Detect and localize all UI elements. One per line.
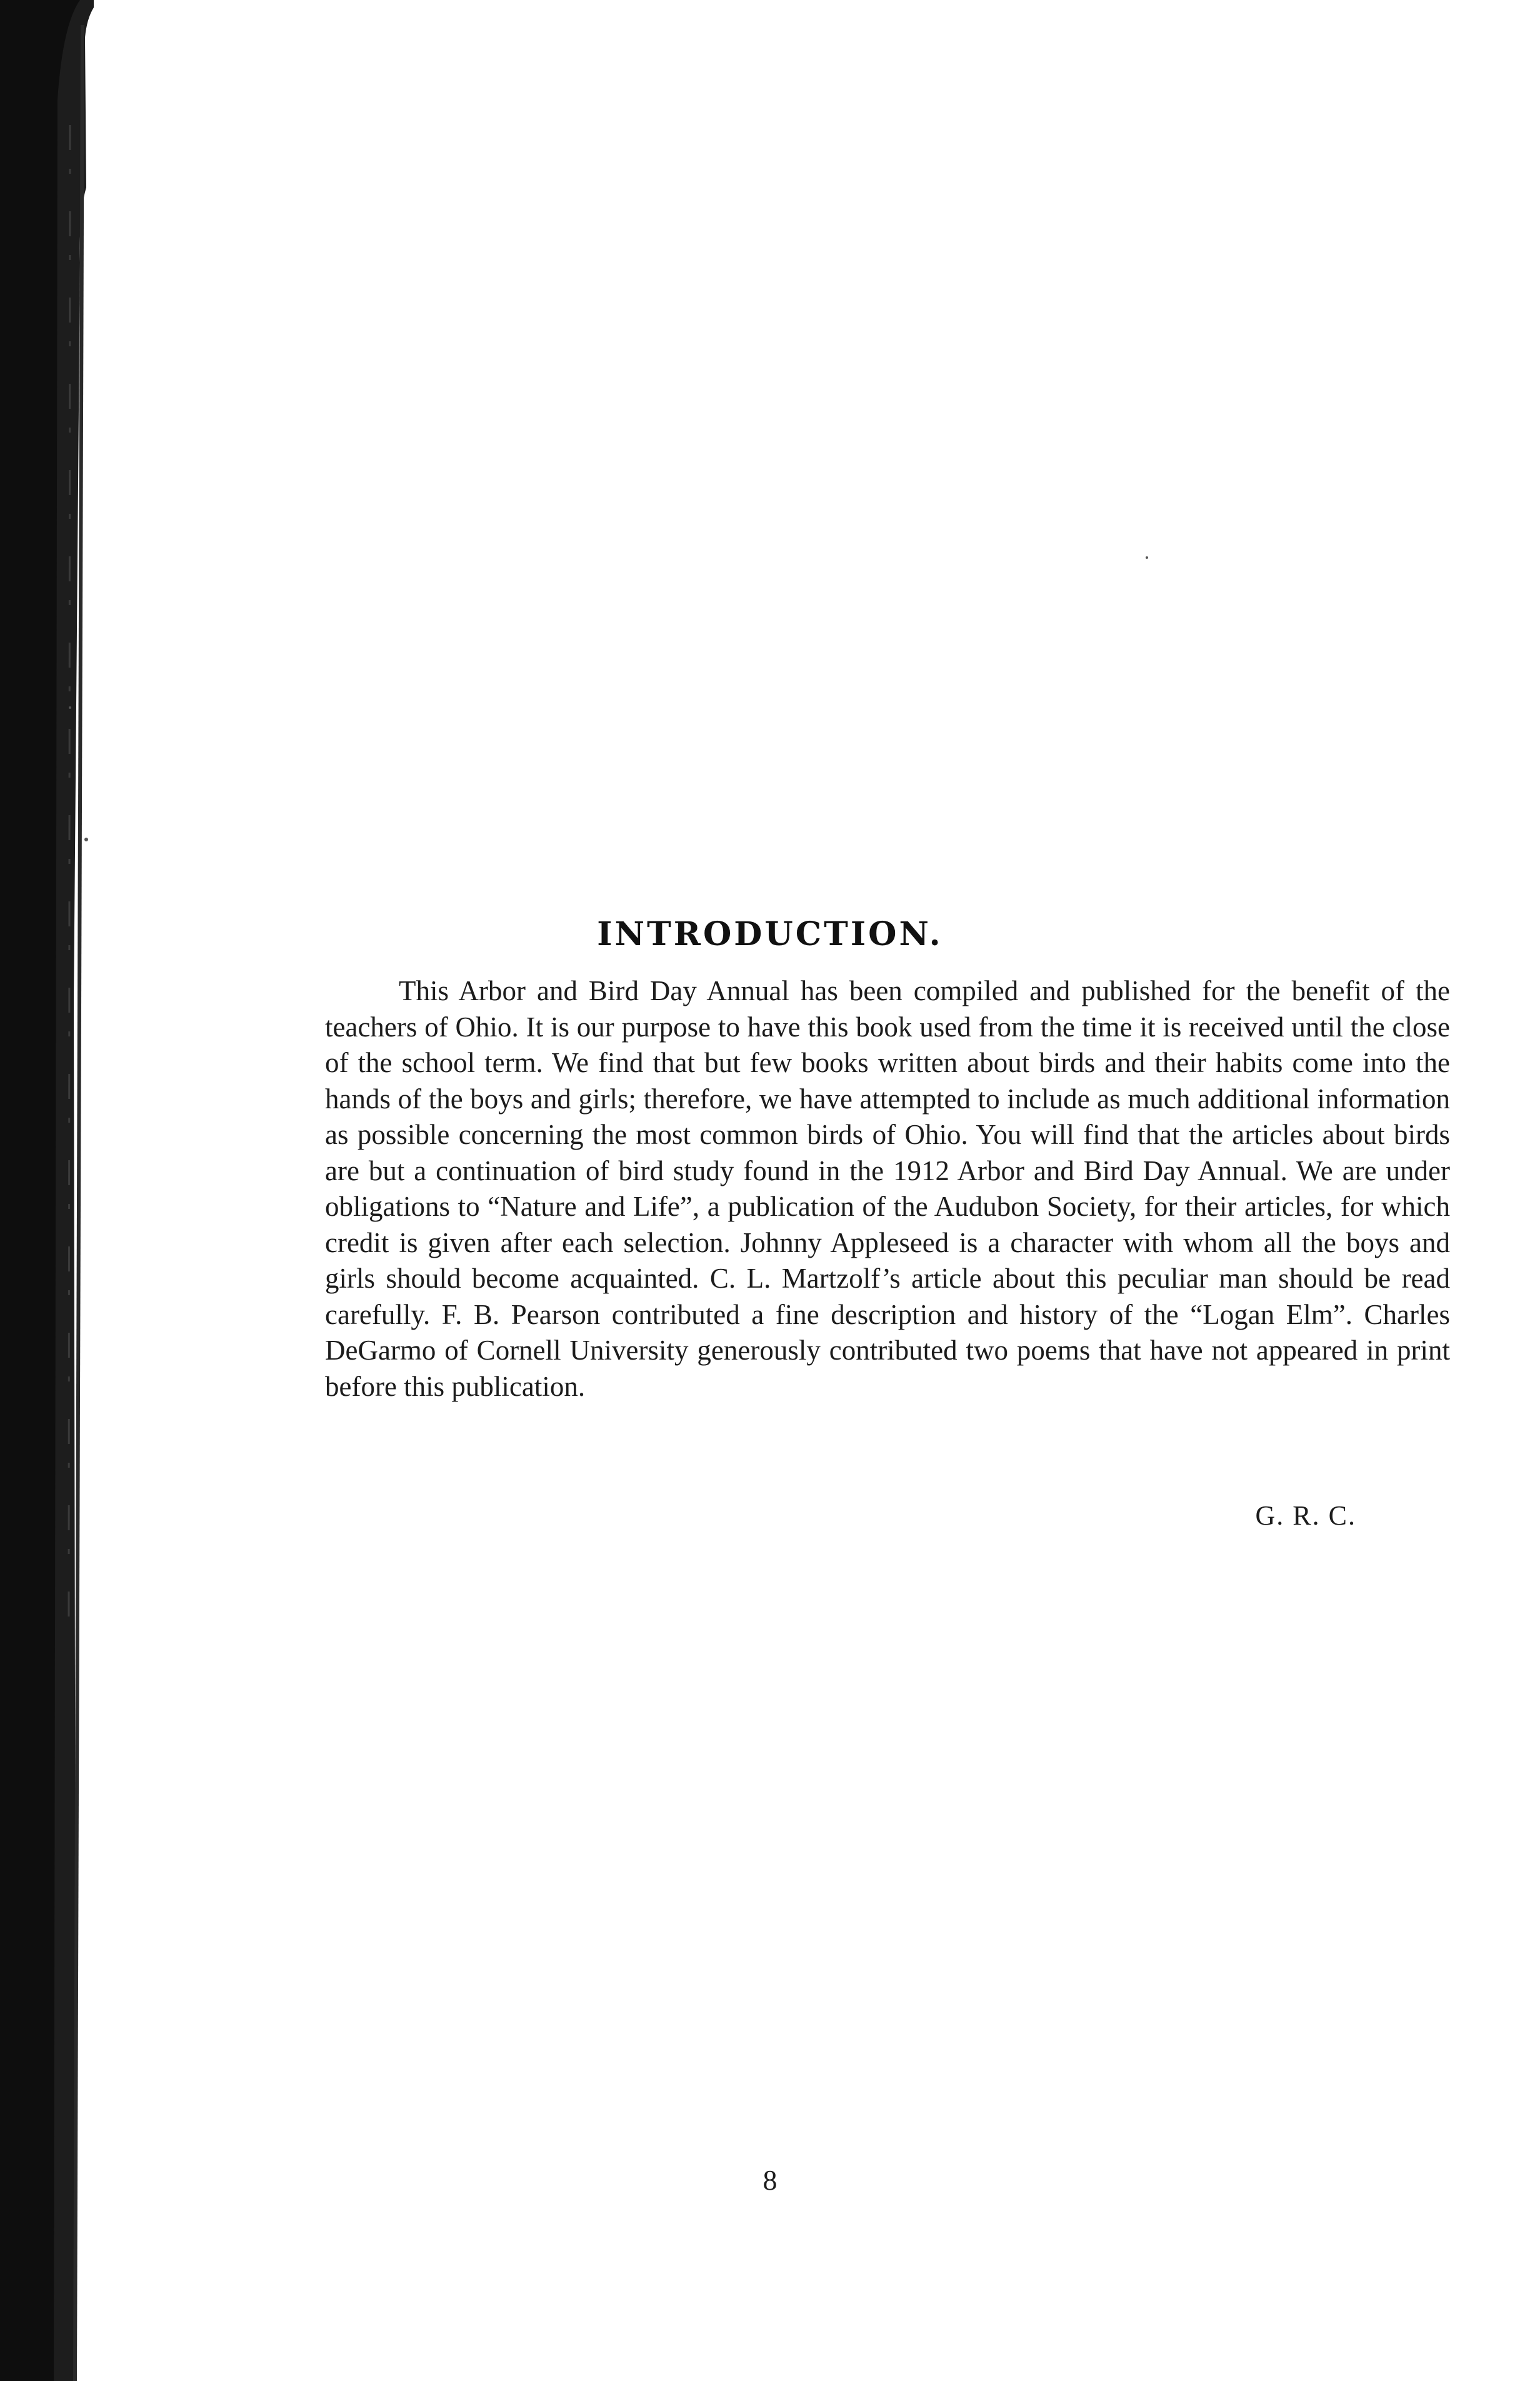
scan-speck	[69, 706, 71, 709]
page-number: 8	[762, 2164, 778, 2196]
author-initials: G. R. C.	[1255, 1500, 1356, 1531]
scan-speck	[84, 838, 88, 841]
page-binding-edge	[0, 0, 94, 2381]
scan-speck	[1146, 556, 1148, 559]
page-title: INTRODUCTION.	[597, 915, 943, 953]
introduction-paragraph: This Arbor and Bird Day Annual has been compiled and published for the benefit of the teachers of Ohio. It is our purpose to have this book used from the time it is received until the close of the school term. We find that but few books written about birds and their habits come into the hands of the boys and girls; therefore, we have attempted to include as much additional information as possible concerning the most common birds of Ohio. You will find that the articles about birds are but a continuation of bird study found in the 1912 Arbor and Bird Day Annual. We are under obligations to “Nature and Life”, a publication of the Audubon Society, for their articles, for which credit is given after each selection. Johnny Appleseed is a character with whom all the boys and girls should become acquainted. C. L. Martzolf’s article about this peculiar man should be read carefully. F. B. Pearson contributed a fine description and history of the “Logan Elm”. Charles DeGarmo of Cornell University generously contributed two poems that have not appeared in print before this publication.	[325, 975, 1450, 1402]
